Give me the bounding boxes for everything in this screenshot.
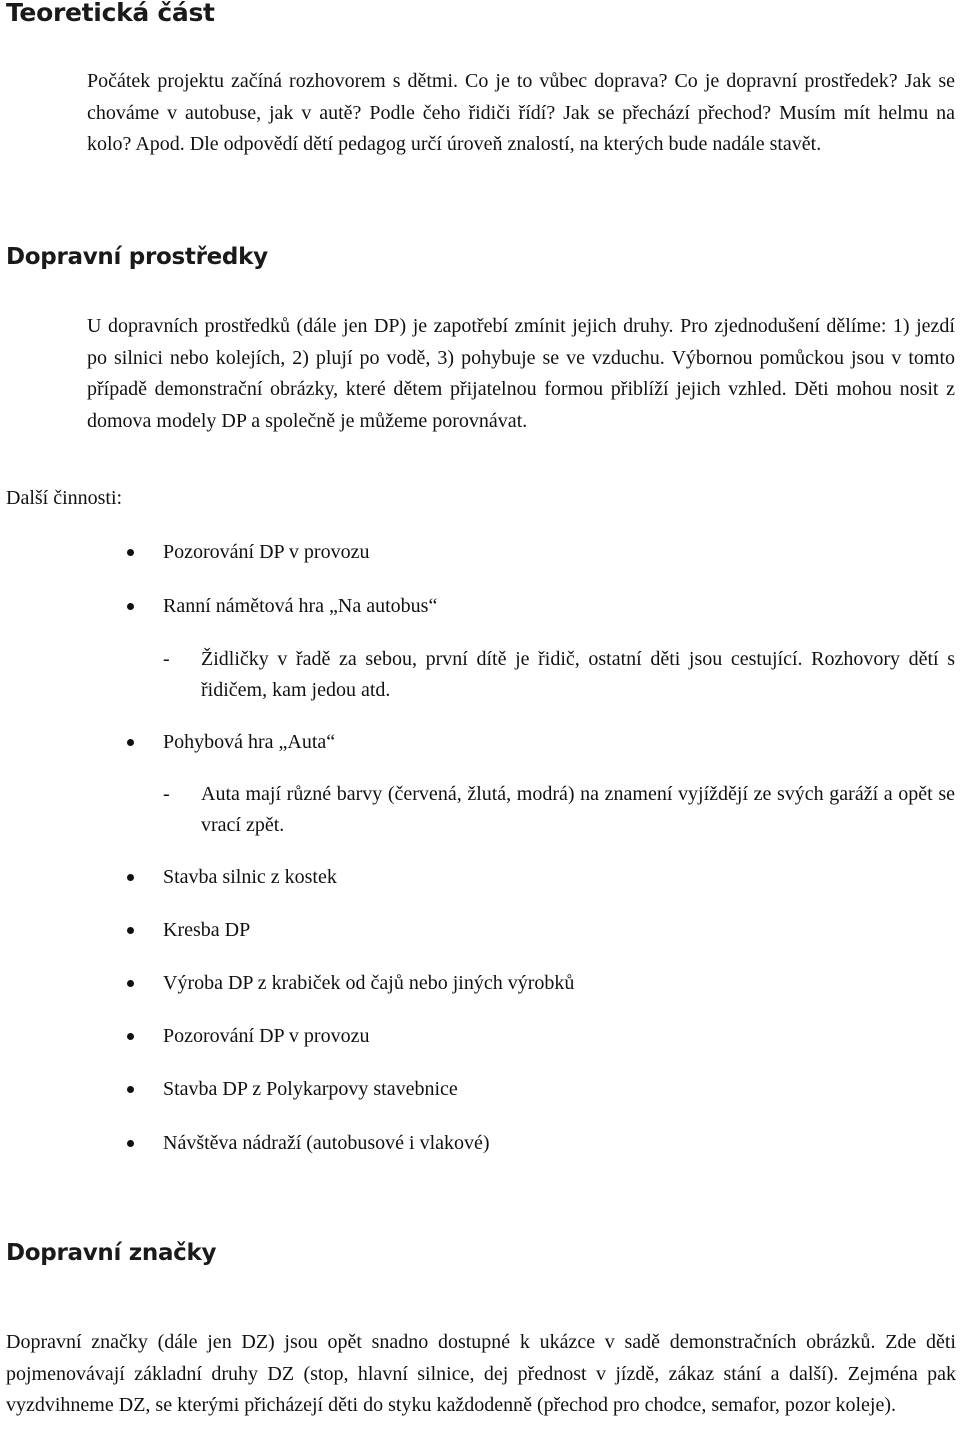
list-item-text: Kresba DP bbox=[163, 919, 251, 941]
bullet-icon bbox=[127, 549, 134, 556]
sub-list-item-text: Židličky v řadě za sebou, první dítě je řidič, ostatní děti jsou cestující. Rozhovory dětí s řidičem, kam jedou atd. bbox=[201, 648, 955, 701]
intro-paragraph: Počátek projektu začíná rozhovorem s dětmi. Co je to vůbec doprava? Co je dopravní prostředek? Jak se chováme v autobuse, jak v autě? Podle čeho řidiči řídí? Jak se přechází přechod? Musím mít helmu na kolo? Apod. Dle odpovědí dětí pedagog určí úroveň znalostí, na kterých bude nadále stavět. bbox=[87, 70, 955, 155]
list-item-text: Pozorování DP v provozu bbox=[163, 1025, 370, 1047]
list-item-text: Ranní námětová hra „Na autobus“ bbox=[163, 595, 438, 617]
list-item-text: Stavba DP z Polykarpovy stavebnice bbox=[163, 1078, 458, 1100]
list-item-text: Stavba silnic z kostek bbox=[163, 866, 337, 888]
section-heading-signs: Dopravní značky bbox=[6, 1240, 217, 1266]
bullet-icon bbox=[127, 1086, 134, 1093]
list-item-text: Pohybová hra „Auta“ bbox=[163, 731, 336, 753]
bullet-icon bbox=[127, 980, 134, 987]
sub-list-item-text: Auta mají různé barvy (červená, žlutá, modrá) na znamení vyjíždějí ze svých garáží a opět se vrací zpět. bbox=[201, 783, 955, 836]
signs-paragraph: Dopravní značky (dále jen DZ) jsou opět snadno dostupné k ukázce v sadě demonstračních obrázků. Zde děti pojmenovávají základní druhy DZ (stop, hlavní silnice, dej přednost v jízdě, zákaz stání a další). Zejména pak vyzdvihneme DZ, se kterými přicházejí děti do styku každodenně (přechod pro chodce, semafor, pozor koleje). bbox=[6, 1331, 956, 1416]
bullet-icon bbox=[127, 1033, 134, 1040]
bullet-icon bbox=[127, 603, 134, 610]
main-heading: Teoretická část bbox=[6, 0, 215, 27]
list-item-text: Výroba DP z krabiček od čajů nebo jiných výrobků bbox=[163, 972, 575, 994]
transport-paragraph: U dopravních prostředků (dále jen DP) je zapotřebí zmínit jejich druhy. Pro zjednodušení dělíme: 1) jezdí po silnici nebo kolejích, 2) plují po vodě, 3) pohybuje se ve vzduchu. Výbornou pomůckou jsou v tomto případě demonstrační obrázky, které dětem přijatelnou formou přiblíží jejich vzhled. Děti mohou nosit z domova modely DP a společně je můžeme porovnávat. bbox=[87, 315, 955, 432]
section-heading-transport: Dopravní prostředky bbox=[6, 244, 268, 270]
bullet-icon bbox=[127, 739, 134, 746]
other-activities-label: Další činnosti: bbox=[6, 487, 123, 509]
dash-marker: - bbox=[163, 648, 170, 670]
list-item-text: Pozorování DP v provozu bbox=[163, 541, 370, 563]
sub-list-item bbox=[163, 644, 955, 706]
bullet-icon bbox=[127, 927, 134, 934]
list-item-text: Návštěva nádraží (autobusové i vlakové) bbox=[163, 1132, 490, 1154]
bullet-icon bbox=[127, 874, 134, 881]
sub-list-item bbox=[163, 779, 955, 841]
dash-marker: - bbox=[163, 783, 170, 805]
bullet-icon bbox=[127, 1140, 134, 1147]
